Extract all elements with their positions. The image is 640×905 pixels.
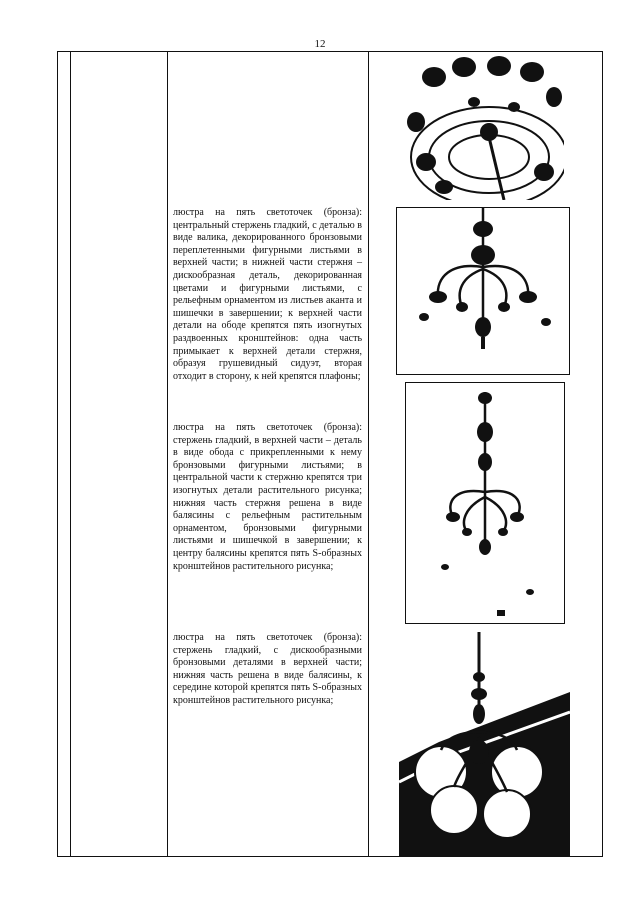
- table-border-right: [602, 51, 603, 857]
- table-border-bottom: [57, 856, 602, 857]
- column-divider: [368, 51, 369, 857]
- chandelier-with-globes-photo: [399, 632, 570, 856]
- page-number: 12: [314, 38, 326, 50]
- column-divider: [70, 51, 71, 857]
- item-description: люстра на пять светоточек (бронза): центральный стержень гладкий, с деталью в виде валика, декорированного бронзовыми переплетенными фигурными листьями в верхней части; в нижней части стержня – дискообразная деталь, декорированная цветами и фигурными листьями, с рельефным орнаментом из листьев аканта и шишечки в завершении; к верхней части детали на ободе крепятся пять изогнутых раздвоенных кронштейнов: одна часть примыкает к верхней детали стержня, образуя грушевидный сидуэт, вторая отходит в сторону, к ней крепятся плафоны;: [173, 207, 362, 382]
- item-description: люстра на пять светоточек (бронза): стержень гладкий, в верхней части – деталь в виде обода с прикрепленными к нему бронзовыми фигурными листьями; в центральной части к стержню крепятся три изогнутых детали растительного рисунка; нижняя часть стержня решена в виде балясины с рельефным растительным орнаментом, бронзовыми фигурными листьями и шишечкой в завершении; к центру балясины крепятся пять S-образных кронштейнов растительного рисунка;: [173, 422, 362, 572]
- table-border-left: [57, 51, 58, 857]
- item-description: люстра на пять светоточек (бронза): стержень гладкий, с дискообразными бронзовыми деталями в верхней части; нижняя часть решена в виде балясины, к середине которой крепятся пять S-образных кронштейнов растительного рисунка;: [173, 632, 362, 706]
- column-divider: [167, 51, 168, 857]
- chandelier-photo: [405, 382, 565, 624]
- ceiling-rosette-photo: [404, 52, 564, 200]
- chandelier-photo: [396, 207, 570, 375]
